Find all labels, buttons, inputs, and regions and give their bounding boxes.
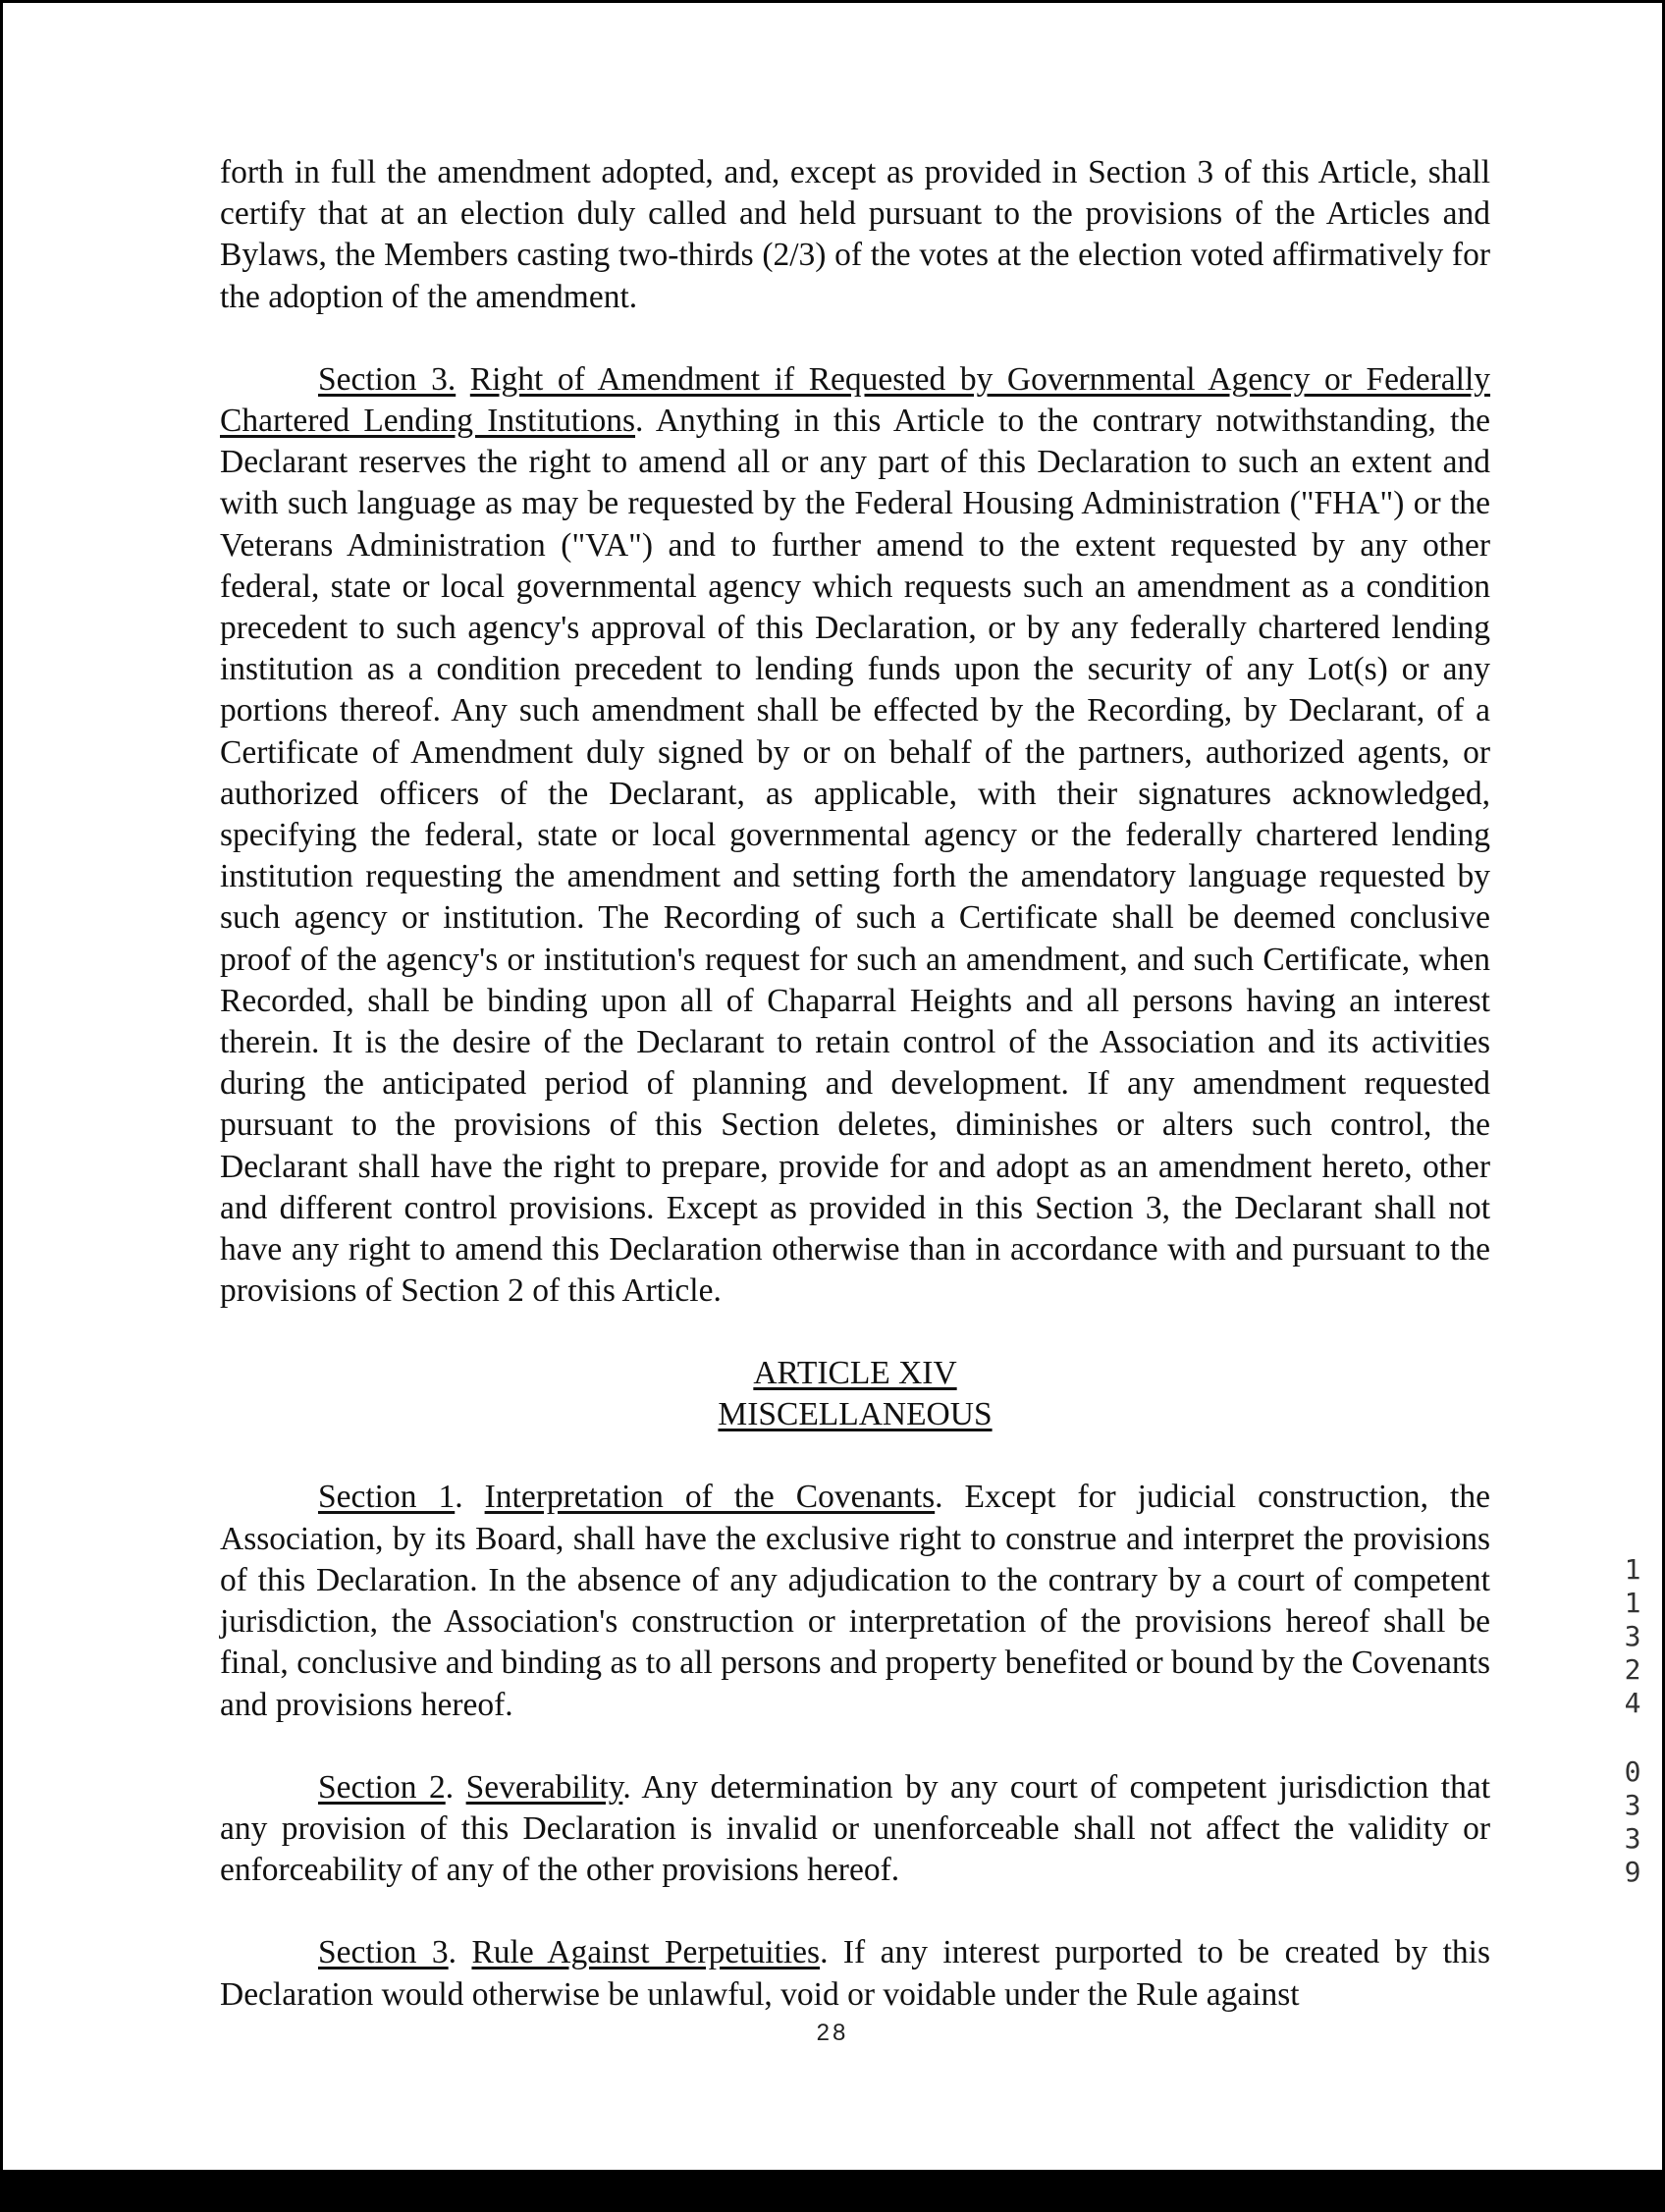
stamp-digit: 1 xyxy=(1624,1587,1641,1619)
section-3b-label: Section 3 xyxy=(318,1934,449,1971)
recording-stamp-number xyxy=(1618,1553,1647,1889)
stamp-digit: 4 xyxy=(1624,1687,1641,1719)
stamp-group-2 xyxy=(1618,1755,1647,1889)
section-1-label: Section 1 xyxy=(318,1479,456,1516)
section-2-body: . Any determination by any court of competent jurisdiction that any provision of this Declaration is invalid or unenforceable shall not affect the validity or enforceability of any of the other provisions hereof. xyxy=(220,1768,1490,1889)
section-1-interpretation: Section 1. Interpretation of the Covenants. Except for judicial construction, the Association, by its Board, shall have the exclusive right to construe and interpret the provisions of this Declaration. In the absence of any adjudication to the contrary by a court of competent jurisdiction, the Association's construction or interpretation of the provisions hereof shall be final, conclusive and binding as to all persons and property benefited or bound by the Covenants and provisions hereof. xyxy=(220,1479,1490,1723)
stamp-digit: 9 xyxy=(1624,1856,1641,1888)
section-3-title: Right of Amendment if Requested by Governmental Agency or Federally Chartered Lending Institutions xyxy=(220,360,1491,440)
stamp-digit: 3 xyxy=(1624,1822,1641,1855)
article-title: MISCELLANEOUS xyxy=(718,1396,993,1433)
scan-border-left xyxy=(0,0,3,2212)
article-number: ARTICLE XIV xyxy=(753,1355,957,1392)
stamp-digit: 1 xyxy=(1624,1553,1641,1586)
section-3b-body: . If any interest purported to be created by this Declaration would otherwise be unlawful, void or voidable under the Rule against xyxy=(220,1934,1491,2013)
section-3-label: Section 3. xyxy=(318,360,457,398)
section-3-body: . Anything in this Article to the contrary notwithstanding, the Declarant reserves the right to amend all or any part of this Declaration to such an extent and with such language as may be requested by the Federal Housing Administration ("FHA") or the Veterans Administration ("VA") and to further amend to the extent requested by any other federal, state or local governmental agency which requests such an amendment as a condition precedent to such agency's approval of this Declaration, or by any federally chartered lending institution as a condition precedent to lending funds upon the security of any Lot(s) or any portions thereof. Any such amendment shall be effected by the Recording, by Declarant, of a Certificate of Amendment duly signed by or on behalf of the partners, authorized agents, or authorized officers of the Declarant, as applicable, with their signatures acknowledged, specifying the federal, state or local governmental agency or the federally chartered lending institution requesting the amendment and setting forth the amendatory language requested by such agency or institution. The Recording of such a Certificate shall be deemed conclusive proof of the agency's or institution's request for such an amendment, and such Certificate, when Recorded, shall be binding upon all of Chaparral Heights and all persons having an interest therein. It is the desire of the Declarant to retain control of the Association and its activities during the anticipated period of planning and development. If any amendment requested pursuant to the provisions of this Section deletes, diminishes or alters such control, the Declarant shall have the right to prepare, provide for and adopt as an amendment hereto, other and different control provisions. Except as provided in this Section 3, the Declarant shall not have any right to amend this Declaration otherwise than in accordance with and pursuant to the provisions of Section 2 of this Article. xyxy=(220,403,1490,1310)
section-2-severability: Section 2. Severability. Any determination by any court of competent jurisdiction that any provision of this Declaration is invalid or unenforceable shall not affect the validity or enforceability of any of the other provisions hereof. xyxy=(220,1768,1490,1889)
section-1-title: Interpretation of the Covenants xyxy=(484,1479,936,1516)
paragraph-amendment-certification: forth in full the amendment adopted, and, except as provided in Section 3 of this Article, shall certify that at an election duly called and held pursuant to the provisions of the Articles and Bylaws, the Members casting two-thirds (2/3) of the votes at the election voted affirmatively for the adoption of the amendment. xyxy=(220,154,1490,315)
stamp-digit: 0 xyxy=(1624,1755,1641,1788)
section-2-label: Section 2 xyxy=(318,1768,446,1806)
section-3-right-of-amendment xyxy=(220,359,1490,1313)
article-heading xyxy=(220,1353,1490,1435)
stamp-digit: 3 xyxy=(1624,1789,1641,1821)
stamp-group-1 xyxy=(1618,1553,1647,1720)
page-number: 28 xyxy=(816,2020,849,2046)
stamp-digit: 3 xyxy=(1624,1620,1641,1652)
stamp-digit: 2 xyxy=(1624,1653,1641,1686)
section-3-rule-against-perpetuities: Section 3. Rule Against Perpetuities. If any interest purported to be created by this Declaration would otherwise be unlawful, void or voidable under the Rule against xyxy=(220,1934,1491,2013)
scan-border-top xyxy=(0,0,1665,3)
section-3b-title: Rule Against Perpetuities xyxy=(471,1934,821,1971)
section-1-body: . Except for judicial construction, the Association, by its Board, shall have the exclusive right to construe and interpret the provisions of this Declaration. In the absence of any adjudication to the contrary by a court of competent jurisdiction, the Association's construction or interpretation of the provisions hereof shall be final, conclusive and binding as to all persons and property benefited or bound by the Covenants and provisions hereof. xyxy=(220,1479,1490,1723)
document-body xyxy=(220,152,1490,2016)
scan-border-bottom xyxy=(0,2170,1665,2212)
section-2-title: Severability xyxy=(465,1768,623,1806)
